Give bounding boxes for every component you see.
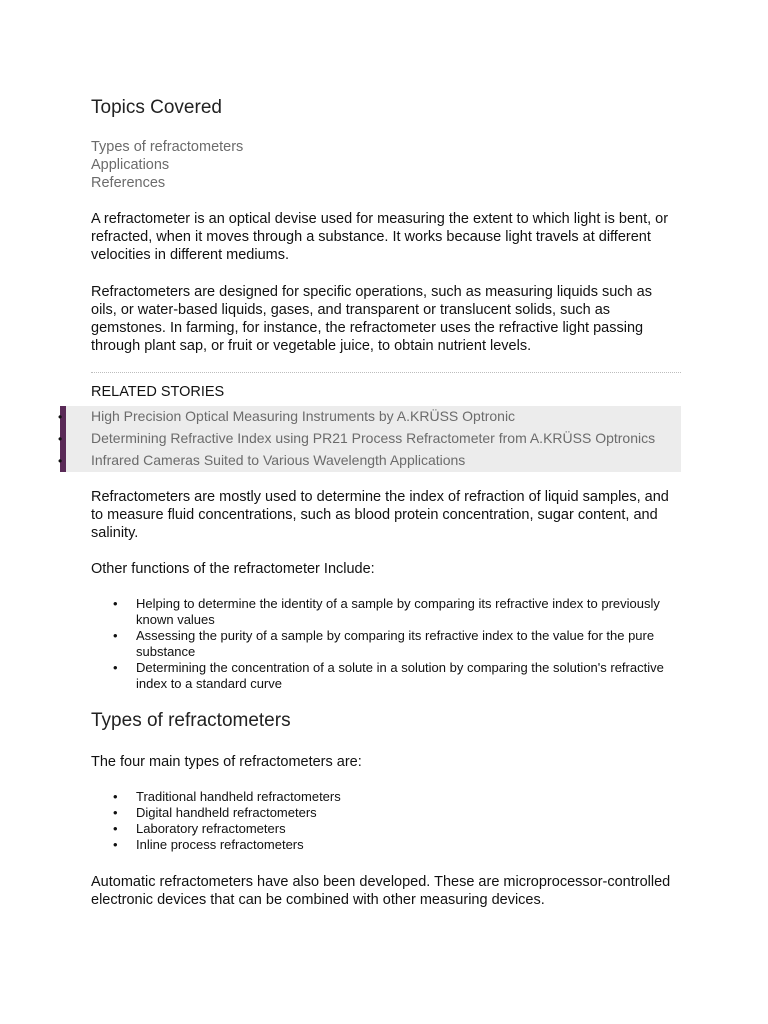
bullet-icon: • <box>113 837 118 852</box>
types-heading: Types of refractometers <box>91 710 291 731</box>
functions-list <box>91 596 681 692</box>
list-item <box>91 660 681 692</box>
bullet-icon: • <box>113 821 118 836</box>
list-item-text: Helping to determine the identity of a sample by comparing its refractive index to previously known values <box>136 596 660 627</box>
toc-link-references[interactable]: References <box>91 175 166 191</box>
list-item <box>91 821 681 837</box>
types-intro: The four main types of refractometers are: <box>91 754 362 770</box>
closing-paragraph: Automatic refractometers have also been developed. These are microprocessor-controlled electronic devices that can be combined with other measuring devices. <box>91 874 671 908</box>
related-story-item[interactable] <box>60 406 681 428</box>
bullet-icon: • <box>58 432 63 446</box>
list-item-text: Traditional handheld refractometers <box>136 789 341 804</box>
related-story-link[interactable]: High Precision Optical Measuring Instruments by A.KRÜSS Optronic <box>91 408 516 424</box>
uses-paragraph: Refractometers are mostly used to determine the index of refraction of liquid samples, and to measure fluid concentrations, such as blood protein concentration, sugar content, and salinity. <box>91 489 669 541</box>
list-item-text: Assessing the purity of a sample by comparing its refractive index to the value for the pure substance <box>136 628 655 659</box>
related-stories-heading: RELATED STORIES <box>91 384 225 400</box>
list-item <box>91 789 681 805</box>
intro-paragraph-2: Refractometers are designed for specific operations, such as measuring liquids such as oils, or water-based liquids, gases, and transparent or translucent solids, such as gemstones. In farming, for instance, the refractometer uses the refractive light passing through plant sap, or fruit or vegetable juice, to obtain nutrient levels. <box>91 284 652 354</box>
bullet-icon: • <box>113 660 118 675</box>
bullet-icon: • <box>58 454 63 468</box>
list-item-text: Laboratory refractometers <box>136 821 286 836</box>
list-item-text: Inline process refractometers <box>136 837 304 852</box>
bullet-icon: • <box>113 805 118 820</box>
toc-link-applications[interactable]: Applications <box>91 157 170 173</box>
bullet-icon: • <box>113 789 118 804</box>
table-of-contents <box>91 138 243 192</box>
related-stories-list <box>60 406 681 472</box>
section-divider <box>91 372 681 373</box>
bullet-icon: • <box>58 410 63 424</box>
related-story-link[interactable]: Infrared Cameras Suited to Various Wavelength Applications <box>91 452 466 468</box>
related-story-link[interactable]: Determining Refractive Index using PR21 Process Refractometer from A.KRÜSS Optronics <box>91 430 656 446</box>
toc-link-types[interactable]: Types of refractometers <box>91 139 244 155</box>
topics-covered-heading: Topics Covered <box>91 97 222 118</box>
list-item-text: Digital handheld refractometers <box>136 805 317 820</box>
related-story-item[interactable] <box>60 428 681 450</box>
list-item <box>91 837 681 853</box>
intro-paragraph-1: A refractometer is an optical devise used for measuring the extent to which light is bent, or refracted, when it moves through a substance. It works because light travels at different velocities in different mediums. <box>91 211 669 263</box>
list-item <box>91 628 681 660</box>
other-functions-intro: Other functions of the refractometer Include: <box>91 561 375 577</box>
bullet-icon: • <box>113 596 118 611</box>
related-story-item[interactable] <box>60 450 681 472</box>
list-item-text: Determining the concentration of a solute in a solution by comparing the solution's refractive index to a standard curve <box>136 660 664 691</box>
list-item <box>91 596 681 628</box>
types-list <box>91 789 681 853</box>
list-item <box>91 805 681 821</box>
bullet-icon: • <box>113 628 118 643</box>
